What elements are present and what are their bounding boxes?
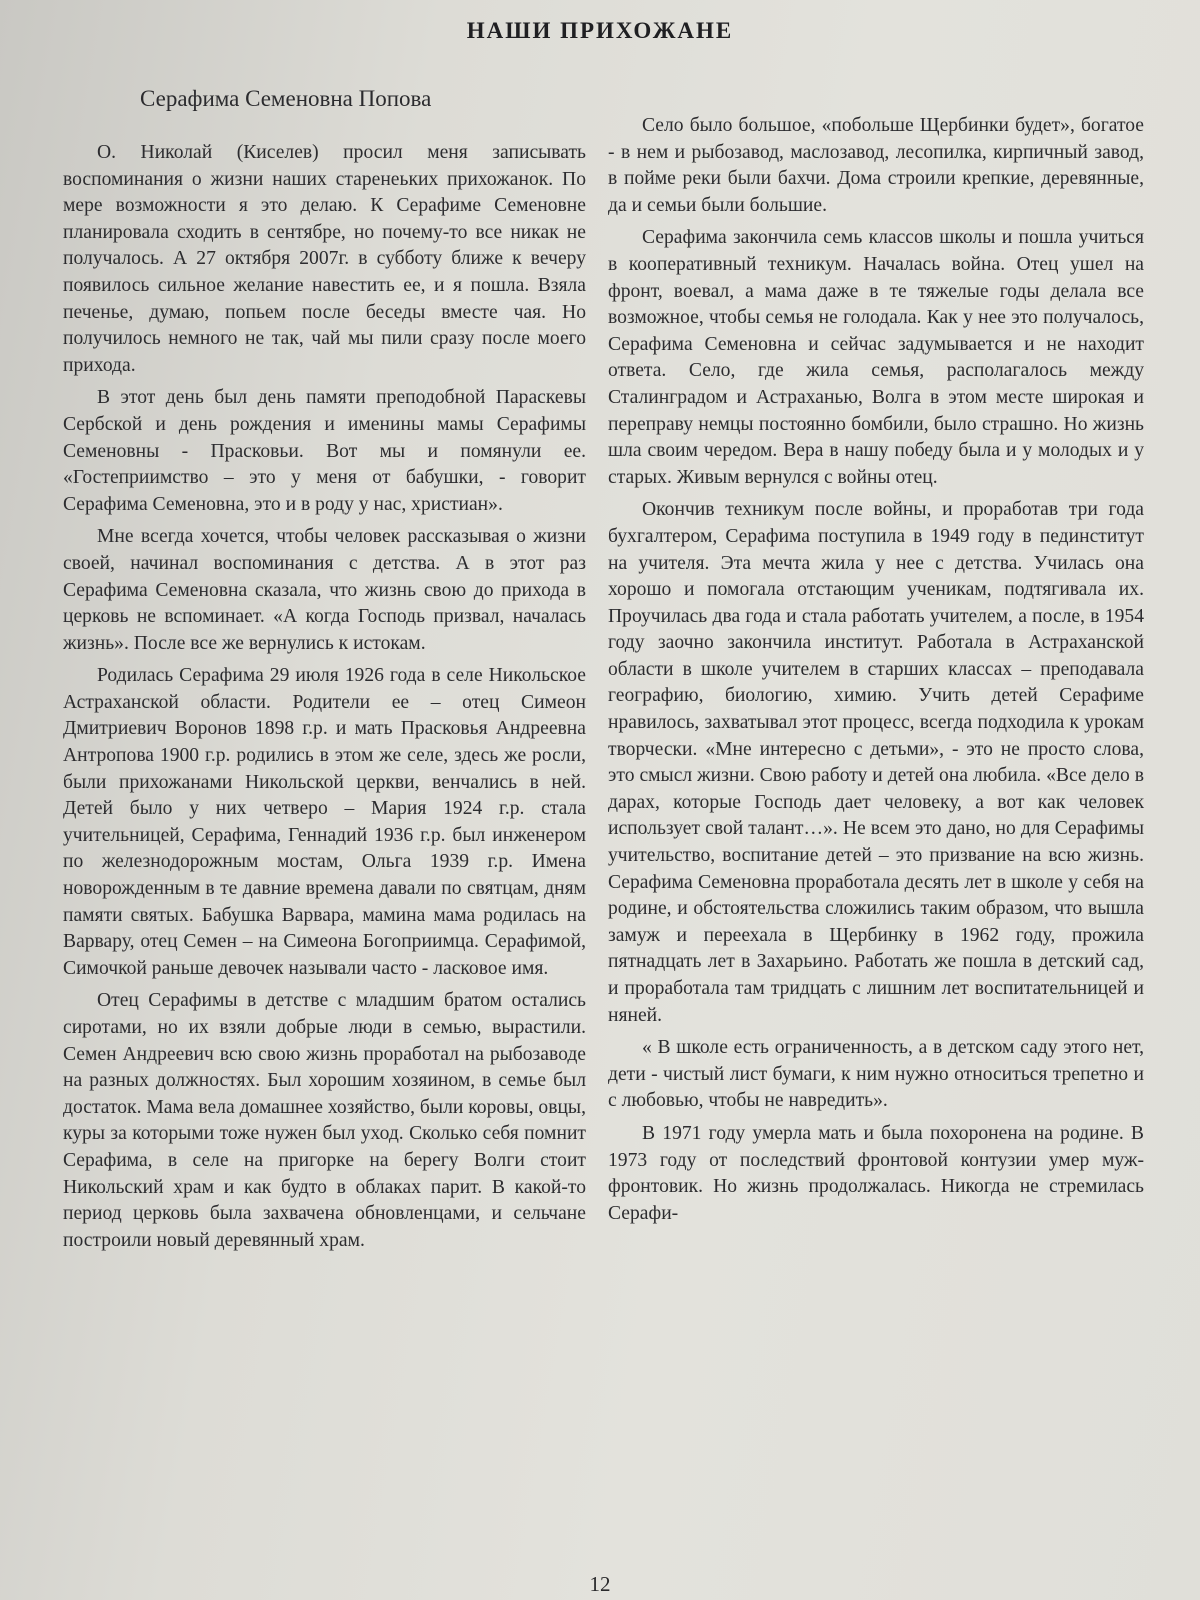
paragraph: О. Николай (Киселев) просил меня записывать воспоминания о жизни наших старенеьких прихожанок. По мере возможности я это делаю. К Серафиме Семеновне планировала сходить в сентябре, но почему-то все никак не получалось. А 27 октября 2007г. в субботу ближе к вечеру появилось сильное желание навестить ее, и я пошла. Взяла печенье, думаю, попьем после беседы вместе чая. Но получилось немного не так, чай мы пили сразу после моего прихода. (63, 142, 586, 376)
paragraph: Серафима закончила семь классов школы и пошла учиться в кооперативный техникум. Началась война. Отец ушел на фронт, воевал, а мама даже в те тяжелые годы делала все возможное, чтобы семья не голодала. Как у нее это получалось, Серафима Семеновна и сейчас задумывается и не находит ответа. Село, где жила семья, располагалось между Сталинградом и Астраханью, Волга в этом месте широкая и переправу немцы постоянно бомбили, было страшно. Но жизнь шла своим чередом. Вера в нашу победу была и у молодых и у старых. Живым вернулся с войны отец. (608, 227, 1144, 488)
article-title: Серафима Семеновна Попова (140, 86, 432, 111)
paragraph: Село было большое, «побольше Щербинки будет», богатое - в нем и рыбозавод, маслозавод, лесопилка, кирпичный завод, в пойме реки были бахчи. Дома строили крепкие, деревянные, да и семьи были большие. (608, 115, 1144, 216)
paragraph: В этот день был день памяти преподобной Параскевы Сербской и день рождения и именины мамы Серафимы Семеновны - Прасковьи. Вот мы и помянули ее. «Гостеприимство – это у меня от бабушки, - говорит Серафима Семеновна, это и в роду у нас, христиан». (63, 387, 586, 515)
right-column (608, 113, 1144, 1233)
paragraph: Мне всегда хочется, чтобы человек рассказывая о жизни своей, начинал воспоминания с детства. А в этот раз Серафима Семеновна сказала, что жизнь свою до прихода в церковь не вспоминает. «А когда Господь призвал, началась жизнь». После все же вернулись к истокам. (63, 526, 586, 654)
paragraph: Окончив техникум после войны, и проработав три года бухгалтером, Серафима поступила в 1949 году в пединститут на учителя. Эта мечта жила у нее с детства. Училась она хорошо и помогала отстающим ученикам, подтягивала их. Проучилась два года и стала работать учителем, а после, в 1954 году заочно закончила институт. Работала в Астраханской области в школе учителем в старших классах – преподавала географию, биологию, химию. Учить детей Серафиме нравилось, захватывал этот процесс, всегда подходила к урокам творчески. «Мне интересно с детьми», - это не просто слова, это смысл жизни. Свою работу и детей она любила. «Все дело в дарах, которые Господь дает человеку, а вот как человек использует свой талант…». Не всем это дано, но для Серафимы учительство, воспитание детей – это призвание на всю жизнь. Серафима Семеновна проработала десять лет в школе у себя на родине, и обстоятельства сложились таким образом, что вышла замуж и переехала в Щербинку в 1962 году, прожила пятнадцать лет в Захарьино. Работать же пошла в детский сад, и проработала там тридцать с лишним лет воспитательницей и няней. (608, 499, 1144, 1026)
paragraph: Родилась Серафима 29 июля 1926 года в селе Никольское Астраханской области. Родители ее – отец Симеон Дмитриевич Воронов 1898 г.р. и мать Прасковья Андреевна Антропова 1900 г.р. родились в этом же селе, здесь же росли, были прихожанами Никольской церкви, венчались в ней. Детей было у них четверо – Мария 1924 г.р. стала учительницей, Серафима, Геннадий 1936 г.р. был инженером по железнодорожным мостам, Ольга 1939 г.р. Имена новорожденным в те давние времена давали по святцам, дням памяти святых. Бабушка Варвара, мамина мама родилась на Варвару, отец Семен – на Симеона Богоприимца. Серафимой, Симочкой раньше девочек называли часто - ласковое имя. (63, 665, 586, 979)
page-number: 12 (589, 1572, 611, 1596)
left-column (63, 140, 586, 1260)
paragraph: В 1971 году умерла мать и была похоронена на родине. В 1973 году от последствий фронтовой контузии умер муж-фронтовик. Но жизнь продолжалась. Никогда не стремилась Серафи- (608, 1122, 1144, 1224)
section-header: НАШИ ПРИХОЖАНЕ (466, 18, 734, 43)
paragraph: Отец Серафимы в детстве с младшим братом остались сиротами, но их взяли добрые люди в семью, вырастили. Семен Андреевич всю свою жизнь проработал на рыбозаводе на разных должностях. Был хорошим хозяином, в семье был достаток. Мама вела домашнее хозяйство, были коровы, овцы, куры за которыми тоже нужен был уход. Сколько себя помнит Серафима, в селе на пригорке на берегу Волги стоит Никольский храм и как будто в облаках парит. В какой-то период церковь была захвачена обновленцами, и сельчане построили новый деревянный храм. (63, 990, 586, 1251)
paragraph: « В школе есть ограниченность, а в детском саду этого нет, дети - чистый лист бумаги, к ним нужно относиться трепетно и с любовью, чтобы не навредить». (608, 1037, 1144, 1112)
